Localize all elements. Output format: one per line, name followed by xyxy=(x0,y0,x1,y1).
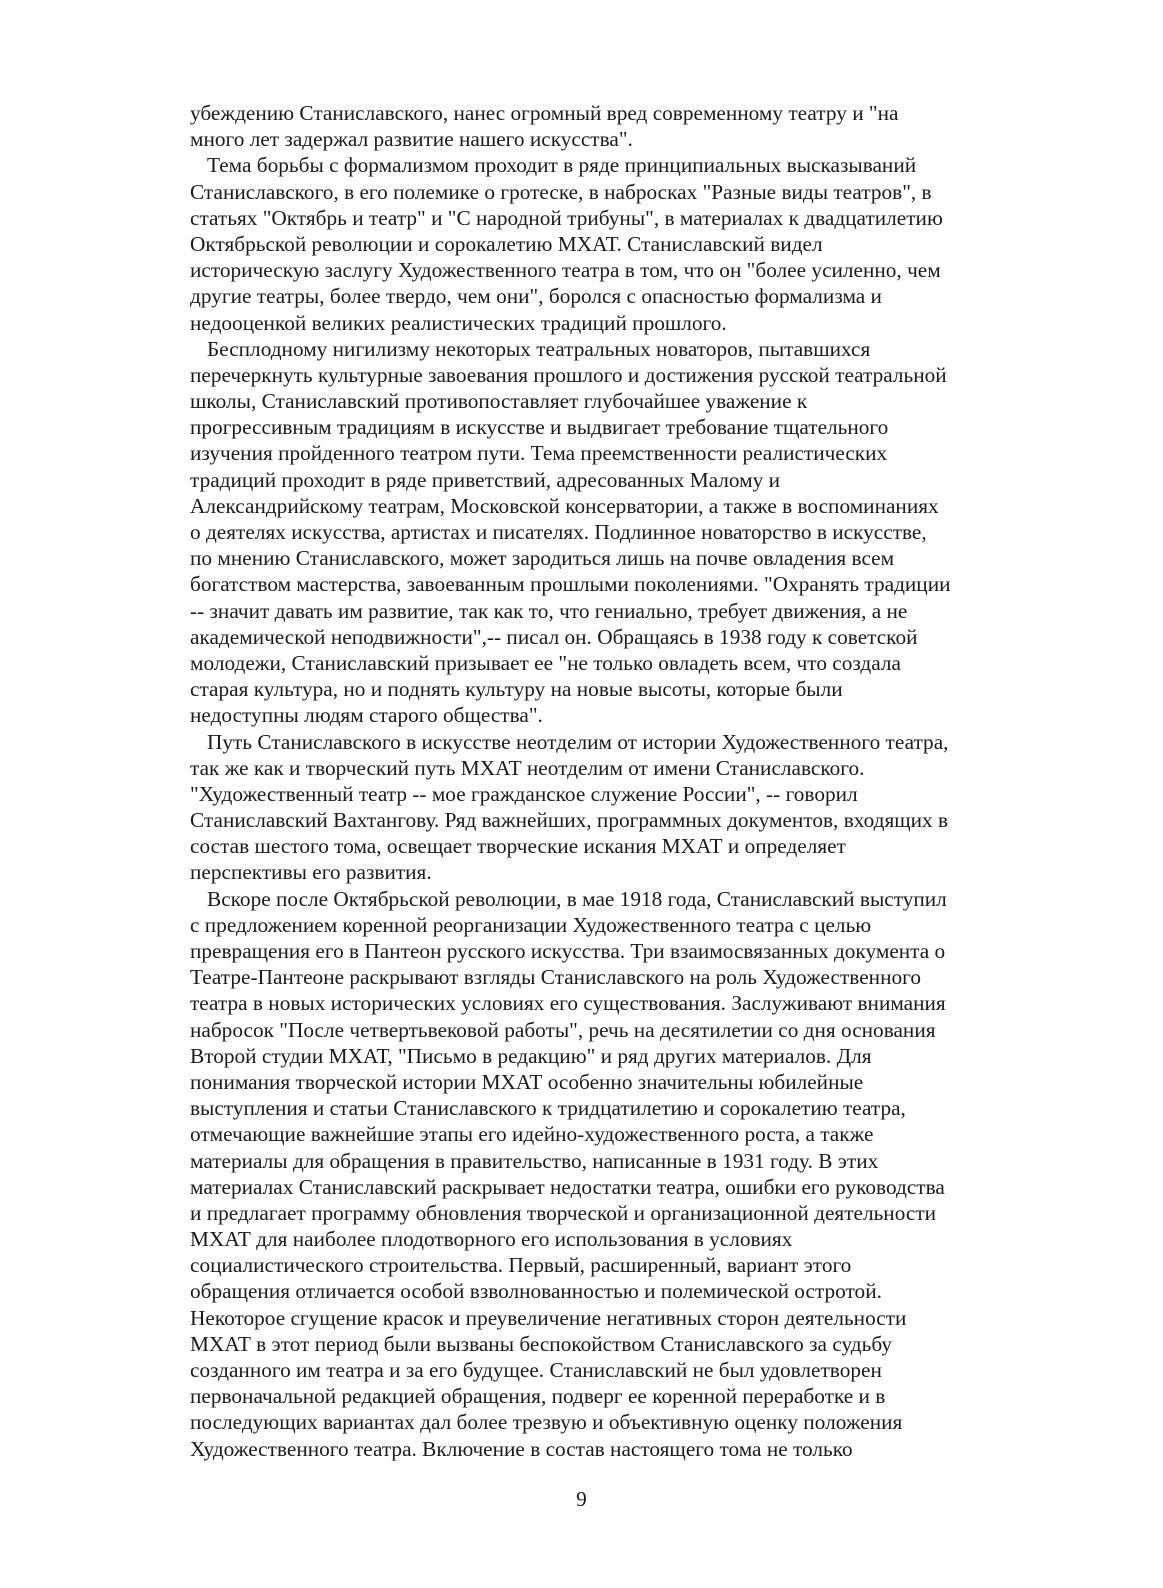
text-line: так же как и творческий путь МХАТ неотделим от имени Станиславского. xyxy=(190,755,865,780)
text-line: перечеркнуть культурные завоевания прошлого и достижения русской театральной xyxy=(190,362,947,387)
text-line: с предложением коренной реорганизации Художественного театра с целью xyxy=(190,912,872,937)
text-line: отмечающие важнейшие этапы его идейно-художественного роста, а также xyxy=(190,1122,874,1147)
text-line: театра в новых исторических условиях его существования. Заслуживают внимания xyxy=(190,991,946,1016)
text-line: молодежи, Станиславский призывает ее "не только овладеть всем, что создала xyxy=(190,650,901,675)
text-line: недоступны людям старого общества". xyxy=(190,703,543,728)
text-line: МХАТ в этот период были вызваны беспокойством Станиславского за судьбу xyxy=(190,1331,893,1356)
text-line: статьях "Октябрь и театр" и "С народной трибуны", в материалах к двадцатилетию xyxy=(190,205,943,230)
text-line: Александрийскому театрам, Московской консерватории, а также в воспоминаниях xyxy=(190,493,939,518)
text-line: другие театры, более твердо, чем они", боролся с опасностью формализма и xyxy=(190,284,882,309)
paragraph-first-line: Бесплодному нигилизму некоторых театральных новаторов, пытавшихся xyxy=(207,336,871,361)
text-line: академической неподвижности",-- писал он. Обращаясь в 1938 году к советской xyxy=(190,624,918,649)
text-line: много лет задержал развитие нашего искусства". xyxy=(190,127,633,152)
text-line: Станиславский Вахтангову. Ряд важнейших, программных документов, входящих в xyxy=(190,808,949,833)
text-line: Октябрьской революции и сорокалетию МХАТ. Станиславский видел xyxy=(190,231,823,256)
text-line: МХАТ для наиболее плодотворного его использования в условиях xyxy=(190,1227,793,1252)
paragraph-first-line: Тема борьбы с формализмом проходит в ряде принципиальных высказываний xyxy=(207,153,917,178)
text-line: историческую заслугу Художественного театра в том, что он "более усиленно, чем xyxy=(190,258,941,283)
text-line: старая культура, но и поднять культуру на новые высоты, которые были xyxy=(190,677,843,702)
text-line: Театре-Пантеоне раскрывают взгляды Станиславского на роль Художественного xyxy=(190,965,921,990)
text-line: прогрессивным традициям в искусстве и выдвигает требование тщательного xyxy=(190,415,889,440)
text-line: традиций проходит в ряде приветствий, адресованных Малому и xyxy=(190,467,781,492)
text-line: социалистического строительства. Первый, расширенный, вариант этого xyxy=(190,1253,852,1278)
text-line: выступления и статьи Станиславского к тридцатилетию и сорокалетию театра, xyxy=(190,1096,906,1121)
text-line: Некоторое сгущение красок и преувеличение негативных сторон деятельности xyxy=(190,1305,907,1330)
paragraph-first-line: Вскоре после Октябрьской революции, в мае 1918 года, Станиславский выступил xyxy=(207,886,947,911)
text-line: первоначальной редакцией обращения, подверг ее коренной переработке и в xyxy=(190,1384,886,1409)
text-line: недооценкой великих реалистических традиций прошлого. xyxy=(190,310,727,335)
page-number: 9 xyxy=(576,1487,587,1511)
text-line: Второй студии МХАТ, "Письмо в редакцию" и ряд других материалов. Для xyxy=(190,1043,872,1068)
text-line: перспективы его развития. xyxy=(190,860,432,885)
text-line: обращения отличается особой взволнованностью и полемической остротой. xyxy=(190,1279,882,1304)
body-text xyxy=(190,100,1020,1462)
text-line: понимания творческой истории МХАТ особенно значительны юбилейные xyxy=(190,1069,864,1094)
text-line: школы, Станиславский противопоставляет глубочайшее уважение к xyxy=(190,389,808,414)
text-line: Станиславского, в его полемике о гротеске, в набросках "Разные виды театров", в xyxy=(190,179,932,204)
text-line: и предлагает программу обновления творческой и организационной деятельности xyxy=(190,1200,937,1225)
text-line: -- значит давать им развитие, так как то, что гениально, требует движения, а не xyxy=(190,598,908,623)
text-line: превращения его в Пантеон русского искусства. Три взаимосвязанных документа о xyxy=(190,939,946,963)
text-line: состав шестого тома, освещает творческие искания МХАТ и определяет xyxy=(190,834,846,859)
text-line: Художественного театра. Включение в состав настоящего тома не только xyxy=(190,1436,853,1461)
text-line: набросок "После четвертьвековой работы", речь на десятилетии со дня основания xyxy=(190,1017,936,1042)
text-line: убеждению Станиславского, нанес огромный вред современному театру и "на xyxy=(190,101,899,125)
text-line: материалы для обращения в правительство, написанные в 1931 году. В этих xyxy=(190,1148,879,1173)
text-line: изучения пройденного театром пути. Тема преемственности реалистических xyxy=(190,441,888,466)
text-line: богатством мастерства, завоеванным прошлыми поколениями. "Охранять традиции xyxy=(190,572,951,597)
text-line: "Художественный театр -- мое гражданское служение России", -- говорил xyxy=(190,781,858,806)
paragraph-first-line: Путь Станиславского в искусстве неотделим от истории Художественного театра, xyxy=(207,729,949,754)
text-line: созданного им театра и за его будущее. Станиславский не был удовлетворен xyxy=(190,1358,882,1382)
text-line: последующих вариантах дал более трезвую и объективную оценку положения xyxy=(190,1410,903,1435)
text-line: по мнению Станиславского, может зародиться лишь на почве овладения всем xyxy=(190,546,895,571)
text-line: материалах Станиславский раскрывает недостатки театра, ошибки его руководства xyxy=(190,1174,945,1199)
text-line: о деятелях искусства, артистах и писателях. Подлинное новаторство в искусстве, xyxy=(190,520,927,544)
